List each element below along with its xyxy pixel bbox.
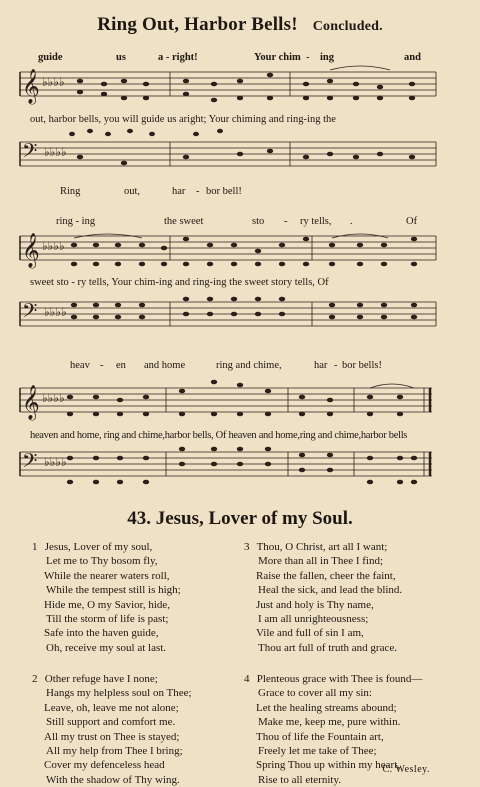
verse-line: While the tempest still is high; bbox=[46, 584, 181, 597]
lyric-s1-lower-3: har bbox=[172, 186, 186, 197]
verse-line: Raise the fallen, cheer the faint, bbox=[256, 569, 396, 582]
verse-line: With the shadow of Thy wing. bbox=[46, 773, 180, 786]
verse-line: Other refuge have I none; bbox=[44, 673, 158, 685]
lyric-s1-lower-5: bor bell! bbox=[206, 186, 242, 197]
lyric-s2-mid: sweet sto - ry tells, Your chim-ing and ring-ing the sweet story tells, Of bbox=[30, 277, 329, 288]
concluded-label: Concluded. bbox=[312, 19, 383, 34]
verse-line: I am all unrighteousness; bbox=[258, 613, 369, 626]
lyric-s2-upper-3: sto bbox=[252, 216, 265, 227]
verse-line: All my help from Thee I bring; bbox=[46, 745, 183, 758]
svg-text:♭♭♭♭: ♭♭♭♭ bbox=[44, 455, 67, 469]
verse-number: 1 bbox=[32, 541, 38, 553]
verse-line: Freely let me take of Thee; bbox=[258, 745, 377, 758]
lyric-s1-upper-2: us bbox=[116, 52, 126, 63]
verse-line: Thou art full of truth and grace. bbox=[258, 641, 397, 654]
verse-number: 2 bbox=[32, 673, 38, 685]
lyric-s3-mid: heaven and home, ring and chime,harbor bells, Of heaven and home,ring and chime,harbor bells bbox=[30, 430, 408, 441]
verse-line: Hide me, O my Savior, hide, bbox=[44, 598, 171, 611]
verse-line: Heal the sick, and lead the blind. bbox=[258, 584, 403, 597]
song-title: Ring Out, Harbor Bells! bbox=[97, 14, 298, 35]
verse-line: Just and holy is Thy name, bbox=[256, 598, 374, 611]
verse-line: Vile and full of sin I am, bbox=[256, 627, 364, 640]
verse-line: Safe into the haven guide, bbox=[44, 627, 159, 640]
lyric-s3-upper-1: heav bbox=[70, 360, 90, 371]
svg-text:𝄞: 𝄞 bbox=[22, 386, 40, 419]
bass-staff-1 bbox=[0, 126, 480, 174]
treble-staff-3 bbox=[0, 374, 480, 424]
lyric-s2-upper-4: - bbox=[284, 216, 288, 227]
verse-line: While the nearer waters roll, bbox=[44, 569, 170, 582]
verse-line: Let me to Thy bosom fly, bbox=[46, 555, 158, 568]
verse-3 bbox=[244, 540, 402, 655]
verse-line: Hangs my helpless soul on Thee; bbox=[46, 687, 192, 700]
verse-line: Thou of life the Fountain art, bbox=[256, 730, 384, 743]
lyric-s1-lower-1: Ring bbox=[60, 186, 81, 197]
verse-1 bbox=[32, 540, 181, 655]
lyric-s3-upper-4: and home bbox=[144, 360, 186, 371]
lyric-s3-upper-3: en bbox=[116, 360, 126, 371]
lyric-s1-lower-2: out, bbox=[124, 186, 141, 197]
treble-staff-2 bbox=[0, 226, 480, 272]
treble-staff-1 bbox=[0, 64, 480, 108]
lyric-s1-upper-7: and bbox=[404, 52, 421, 63]
lyric-s2-upper-1: ring - ing bbox=[56, 216, 96, 227]
lyric-s3-upper-7: - bbox=[334, 360, 338, 371]
verse-line: Till the storm of life is past; bbox=[46, 613, 169, 626]
lyric-s2-upper-2: the sweet bbox=[164, 216, 204, 227]
bass-staff-3 bbox=[0, 440, 480, 496]
verse-line: Spring Thou up within my heart, bbox=[256, 759, 401, 772]
svg-text:♭♭♭♭: ♭♭♭♭ bbox=[44, 305, 67, 319]
verse-line: Thou, O Christ, art all I want; bbox=[256, 541, 388, 553]
svg-text:♭♭♭♭: ♭♭♭♭ bbox=[44, 145, 67, 159]
verse-2 bbox=[32, 672, 192, 787]
lyric-s2-upper-7: Of bbox=[406, 216, 418, 227]
verse-line: All my trust on Thee is stayed; bbox=[44, 730, 180, 743]
svg-text:𝄞: 𝄞 bbox=[22, 234, 40, 267]
lyric-s1-mid: out, harbor bells, you will guide us aright; Your chiming and ring-ing the bbox=[30, 114, 336, 125]
hymn-number: 43. bbox=[127, 508, 151, 529]
page-title bbox=[0, 14, 480, 36]
verse-line: More than all in Thee I find; bbox=[258, 555, 384, 568]
verse-line: Oh, receive my soul at last. bbox=[46, 641, 167, 654]
svg-text:𝄢: 𝄢 bbox=[22, 451, 38, 477]
lyric-s1-upper-1: guide bbox=[38, 52, 63, 63]
lyric-s2-upper-5: ry tells, bbox=[300, 216, 332, 227]
hymn-title: Jesus, Lover of my Soul. bbox=[155, 508, 353, 529]
lyric-s1-upper-3: a - right! bbox=[158, 52, 198, 63]
svg-text:𝄢: 𝄢 bbox=[22, 301, 38, 327]
verse-line: Plenteous grace with Thee is found— bbox=[256, 673, 423, 685]
svg-text:♭♭♭♭: ♭♭♭♭ bbox=[42, 75, 65, 89]
verse-number: 4 bbox=[244, 673, 250, 685]
lyric-s3-upper-6: har bbox=[314, 360, 328, 371]
verse-line: Jesus, Lover of my soul, bbox=[44, 541, 153, 553]
lyric-s3-upper-2: - bbox=[100, 360, 104, 371]
verse-line: Still support and comfort me. bbox=[46, 716, 176, 729]
bass-staff-2 bbox=[0, 292, 480, 334]
verse-line: Cover my defenceless head bbox=[44, 759, 165, 772]
verse-number: 3 bbox=[244, 541, 250, 553]
lyric-s1-upper-6: ing bbox=[320, 52, 335, 63]
lyric-s1-upper-5: - bbox=[306, 52, 310, 63]
lyric-s3-upper-5: ring and chime, bbox=[216, 360, 282, 371]
lyric-s1-lower-4: - bbox=[196, 186, 200, 197]
verse-line: Leave, oh, leave me not alone; bbox=[44, 701, 179, 714]
verse-line: Rise to all eternity. bbox=[258, 773, 341, 786]
verse-line: Let the healing streams abound; bbox=[256, 701, 397, 714]
hymn-heading bbox=[0, 508, 480, 530]
lyric-s3-upper-8: bor bells! bbox=[342, 360, 382, 371]
lyric-s2-upper-6: . bbox=[350, 216, 353, 227]
svg-text:♭♭♭♭: ♭♭♭♭ bbox=[42, 239, 65, 253]
svg-text:𝄢: 𝄢 bbox=[22, 141, 38, 167]
lyric-s1-upper-4: Your chim bbox=[254, 52, 301, 63]
verse-line: Make me, keep me, pure within. bbox=[258, 716, 401, 729]
verse-line: Grace to cover all my sin: bbox=[258, 687, 372, 700]
author-credit: C. Wesley. bbox=[382, 764, 430, 775]
svg-text:𝄞: 𝄞 bbox=[22, 70, 40, 103]
svg-text:♭♭♭♭: ♭♭♭♭ bbox=[42, 391, 65, 405]
